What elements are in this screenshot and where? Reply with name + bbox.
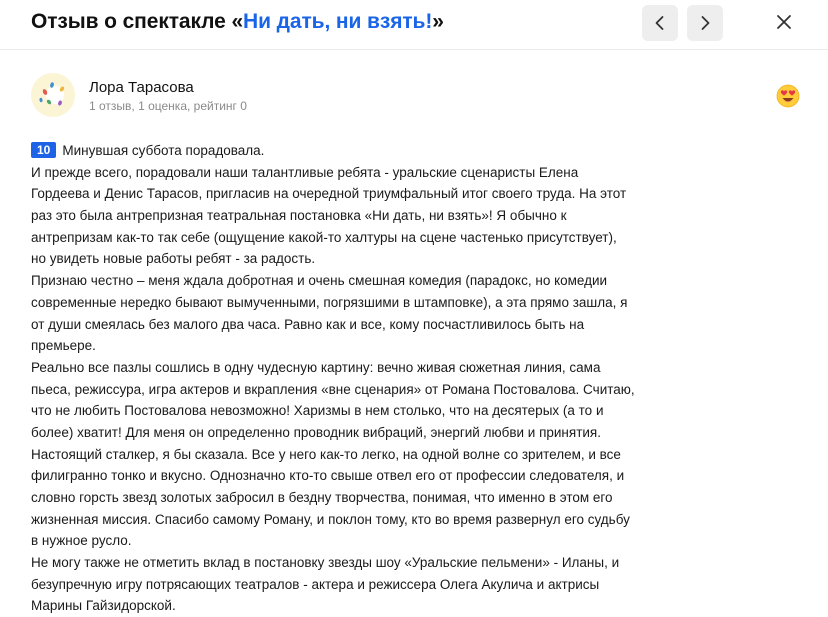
chevron-right-icon [698, 15, 712, 31]
review-line: раз это была антрепризная театральная постановка «Ни дать, ни взять»! Я обычно к [31, 208, 567, 224]
play-title-link[interactable]: Ни дать, ни взять! [243, 10, 433, 33]
review-line: но увидеть новые работы ребят - за радость. [31, 251, 316, 267]
next-review-button[interactable] [687, 5, 723, 41]
previous-review-button[interactable] [642, 5, 678, 41]
review-line: Реально все пазлы сошлись в одну чудесную картину: вечно живая сюжетная линия, сама [31, 359, 601, 375]
user-avatar[interactable] [31, 73, 75, 117]
avatar-image [31, 73, 75, 117]
review-line: современные нередко бывают вымученными, погрязшими в штамповке), а эта прямо зашла, я [31, 294, 628, 310]
user-name[interactable]: Лора Тарасова [89, 79, 194, 96]
review-line: премьере. [31, 338, 96, 354]
review-line: Не могу также не отметить вклад в постановку звезды шоу «Уральские пельмени» - Иланы, и [31, 555, 620, 571]
close-icon [776, 14, 792, 30]
review-line: филигранно тонко и вкусно. Однозначно кто-то свыше отвел его от профессии следователя, и [31, 468, 625, 484]
title-suffix: » [432, 10, 444, 33]
review-line: безупречную игру потрясающих театралов - актера и режиссера Олега Акулича и актрисы [31, 576, 600, 592]
review-line: Марины Гайзидорской. [31, 598, 176, 614]
close-button[interactable] [770, 8, 798, 36]
review-line: Признаю честно – меня ждала добротная и очень смешная комедия (парадокс, но комедии [31, 273, 608, 289]
review-line: в нужное русло. [31, 533, 132, 549]
page-title [31, 10, 444, 34]
review-line: что не любить Постовалова невозможно! Харизмы в нем столько, что на десятерых (а то и [31, 403, 604, 419]
dialog-header [0, 0, 828, 50]
chevron-left-icon [653, 15, 667, 31]
review-line: от души смеялась без малого два часа. Равно как и все, кому посчастливилось быть на [31, 316, 585, 332]
review-score-badge: 10 [31, 142, 56, 158]
review-line: словно горсть звезд золотых забросил в бездну творчества, понимая, что именно в этом его [31, 490, 613, 505]
review-line: И прежде всего, порадовали наши талантливые ребята - уральские сценаристы Елена [31, 164, 579, 180]
review-text [31, 140, 671, 617]
title-prefix: Отзыв о спектакле « [31, 10, 244, 33]
review-line: жизненная миссия. Спасибо самому Роману, и поклон тому, кто во время развернул его судьбу [31, 511, 630, 527]
review-line-text: Минувшая суббота порадовала. [62, 143, 265, 158]
user-stats: 1 отзыв, 1 оценка, рейтинг 0 [89, 99, 247, 113]
review-line: Гордеева и Денис Тарасов, пригласив на очередной триумфальный итог своего труда. На этот [31, 186, 627, 202]
review-line [31, 140, 671, 162]
review-line: антрепризам как-то так себе (ощущение какой-то халтуры на сцене частенько присутствует), [31, 229, 617, 245]
review-line: более) хватит! Для меня он определенно проводник вибраций, энергий любви и принятия. [31, 424, 601, 440]
review-line: пьеса, режиссура, игра актеров и вкрапления «вне сценария» от Романа Постовалова. Считаю, [31, 381, 635, 397]
heart-eyes-emoji-icon [776, 84, 800, 108]
review-line: Настоящий сталкер, я бы сказала. Все у него как-то легко, на одной волне со зрителем, и все [31, 446, 621, 462]
